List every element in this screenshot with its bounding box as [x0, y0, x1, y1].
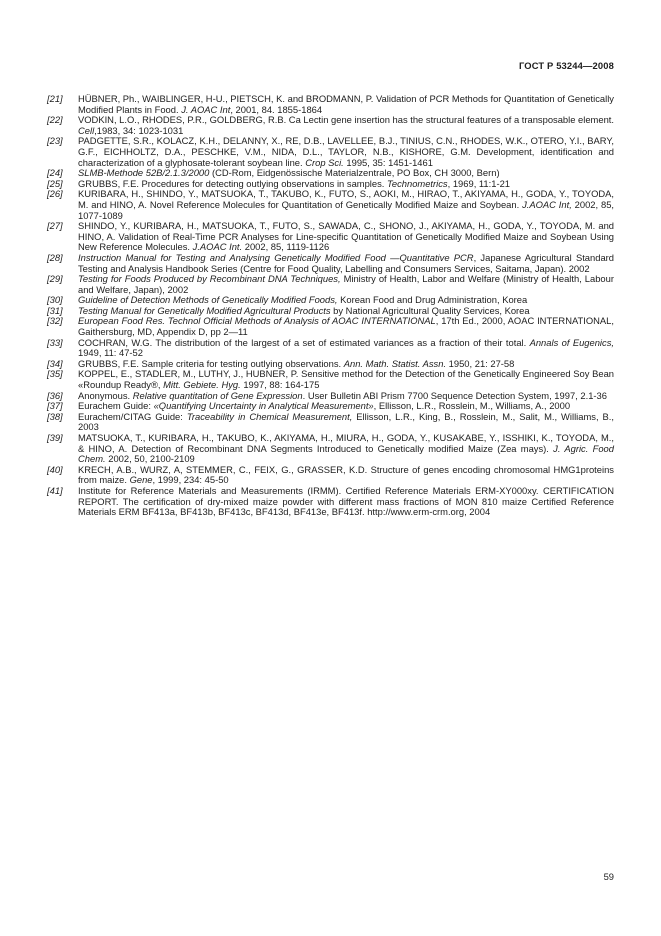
reference-number: [33]	[47, 336, 63, 348]
reference-item	[47, 369, 614, 390]
document-header	[47, 60, 614, 71]
reference-text: KRECH, A.B., WURZ, A, STEMMER, C., FEIX, G., GRASSER, K.D. Structure of genes encoding chromosomal HMG1proteins from maize. Gene, 1999, 234: 45-50	[78, 463, 614, 486]
reference-text: KOPPEL, E., STADLER, M., LUTHY, J., HUBNER, P. Sensitive method for the Detection of the Genetically Engineered Soy Bean «Roundup Ready®, Mitt. Gebiete. Hyg. 1997, 88: 164-175	[78, 368, 614, 391]
reference-text: Anonymous. Relative quantitation of Gene Expression. User Bulletin ABI Prism 7700 Sequence Detection System, 1997, 2.1-36	[78, 389, 607, 401]
reference-number: [32]	[47, 315, 63, 327]
reference-number: [37]	[47, 400, 63, 412]
reference-text: Testing for Foods Produced by Recombinant DNA Techniques, Ministry of Health, Labor and Welfare (Ministry of Health, Labour and Welfare, Japan), 2002	[78, 273, 614, 295]
reference-item	[47, 221, 614, 253]
reference-text: Guideline of Detection Methods of Genetically Modified Foods, Korean Food and Drug Administration, Korea	[78, 294, 528, 306]
reference-number: [31]	[47, 304, 63, 316]
reference-text: HÜBNER, Ph., WAIBLINGER, H-U., PIETSCH, K. and BRODMANN, P. Validation of PCR Methods for Quantitation of Genetically Modified Plants in Food. J. AOAC Int, 2001, 84. 1855-1864	[78, 93, 614, 115]
reference-item	[47, 316, 614, 337]
reference-item	[47, 136, 614, 168]
reference-number: [23]	[47, 135, 63, 147]
reference-number: [38]	[47, 410, 63, 422]
reference-number: [25]	[47, 177, 63, 189]
reference-number: [24]	[47, 167, 63, 179]
reference-text: PADGETTE, S.R., KOLACZ, K.H., DELANNY, X., RE, D.B., LAVELLEE, B.J., TINIUS, C.N., RHODES, W.K., OTERO, Y.I., BARY, G.F., EICHHOLTZ, D.A., PESCHKE, V.M., NIDA, D.L., TAYLOR, N.B., KISHORE, G.M. Development, identification and characterization of a glyphosate-tolerant soybean line. Crop Sci. 1995, 35: 1451-1461	[78, 135, 614, 168]
reference-number: [40]	[47, 463, 63, 475]
reference-item	[47, 189, 614, 221]
reference-text: Institute for Reference Materials and Measurements (IRMM). Certified Reference Materials ERM-XY000xy. CERTIFICATION REPORT. The certification of dry-mixed maize powder with different mass fractions of MON 810 maize Certified Reference Materials ERM BF413a, BF413b, BF413c, BF413d, BF413e, BF413f. http://www.erm-crm.org, 2004	[78, 484, 614, 518]
reference-item	[47, 253, 614, 274]
reference-item	[47, 274, 614, 295]
reference-item	[47, 465, 614, 486]
page-footer	[47, 871, 614, 882]
reference-number: [35]	[47, 368, 63, 380]
reference-number: [41]	[47, 484, 63, 496]
reference-text: Eurachem Guide: «Quantifying Uncertainty in Analytical Measurement», Ellisson, L.R., Rosslein, M., Williams, A., 2000	[78, 400, 571, 412]
reference-text: COCHRAN, W.G. The distribution of the largest of a set of estimated variances as a fraction of their total. Annals of Eugenics, 1949, 11: 47-52	[78, 336, 614, 359]
reference-text: MATSUOKA, T., KURIBARA, H., TAKUBO, K., AKIYAMA, H., MIURA, H., GODA, Y., KUSAKABE, Y., ISSHIKI, K., TOYODA, M., & HINO, A. Detection of Recombinant DNA Segments Introduced to Genetically modified Maize (Zea mays). J. Agric. Food Chem. 2002, 50, 2100-2109	[78, 432, 614, 465]
reference-text: GRUBBS, F.E. Procedures for detecting outlying observations in samples. Technometrics, 1969, 11:1-21	[78, 177, 510, 189]
reference-number: [27]	[47, 220, 63, 232]
reference-item	[47, 412, 614, 433]
reference-text: SLMB-Methode 52B/2.1.3/2000 (CD-Rom, Eidgenössische Materialzentrale, PO Box, CH 3000, Bern)	[78, 167, 500, 179]
reference-text: GRUBBS, F.E. Sample criteria for testing outlying observations. Ann. Math. Statist. Assn. 1950, 21: 27-58	[78, 357, 515, 369]
reference-number: [26]	[47, 188, 63, 200]
reference-item	[47, 486, 614, 518]
reference-text: European Food Res. Technol Official Methods of Analysis of AOAC INTERNATIONAL, 17th Ed., 2000, AOAC INTERNATIONAL, Gaithersburg, MD, Appendix D, pp 2—11	[78, 315, 614, 338]
reference-text: Eurachem/CITAG Guide: Traceability in Chemical Measurement, Ellisson, L.R., King, B., Rosslein, M., Salit, M., Williams, B., 2003	[78, 410, 614, 433]
reference-text: VODKIN, L.O., RHODES, P.R., GOLDBERG, R.B. Ca Lectin gene insertion has the structural features of a transposable element. Cell,1983, 34: 1023-1031	[78, 114, 615, 136]
doc-number: ГОСТ Р 53244—2008	[518, 60, 614, 71]
reference-text: Instruction Manual for Testing and Analysing Genetically Modified Food —Quantitative PCR, Japanese Agricultural Standard Testing and Analysis Handbook Series (Centre for Food Quality, Labelling and Consumers Services, Saitama, Japan). 2002	[78, 251, 614, 274]
reference-number: [29]	[47, 273, 63, 285]
reference-number: [28]	[47, 251, 63, 263]
reference-number: [21]	[47, 93, 63, 104]
reference-number: [22]	[47, 114, 63, 126]
reference-item	[47, 94, 614, 115]
reference-text: KURIBARA, H., SHINDO, Y., MATSUOKA, T., TAKUBO, K., FUTO, S., AOKI, M., HIRAO, T., AKIYAMA, H., GODA, Y., TOYODA, M. and HINO, A. Novel Reference Molecules for Quantitation of Genetically Modified Maize and Soybean. J.AOAC Int, 2002, 85, 1077-1089	[78, 188, 615, 221]
references-list	[47, 94, 614, 518]
reference-text: Testing Manual for Genetically Modified Agricultural Products by National Agricultural Quality Services, Korea	[78, 304, 530, 316]
reference-item	[47, 433, 614, 465]
reference-number: [34]	[47, 357, 63, 369]
reference-number: [30]	[47, 294, 63, 306]
reference-text: SHINDO, Y., KURIBARA, H., MATSUOKA, T., FUTO, S., SAWADA, C., SHONO, J., AKIYAMA, H., GODA, Y., TOYODA, M. and HINO, A. Validation of Real-Time PCR Analyses for Line-specific Quantitation of Genetically Modified Maize and Soybean Using New Reference Molecules. J.AOAC Int. 2002, 85, 1119-1126	[78, 220, 614, 253]
reference-item	[47, 338, 614, 359]
reference-number: [39]	[47, 432, 63, 443]
page-number: 59	[603, 871, 614, 882]
reference-item	[47, 115, 614, 136]
reference-number: [36]	[47, 389, 63, 401]
